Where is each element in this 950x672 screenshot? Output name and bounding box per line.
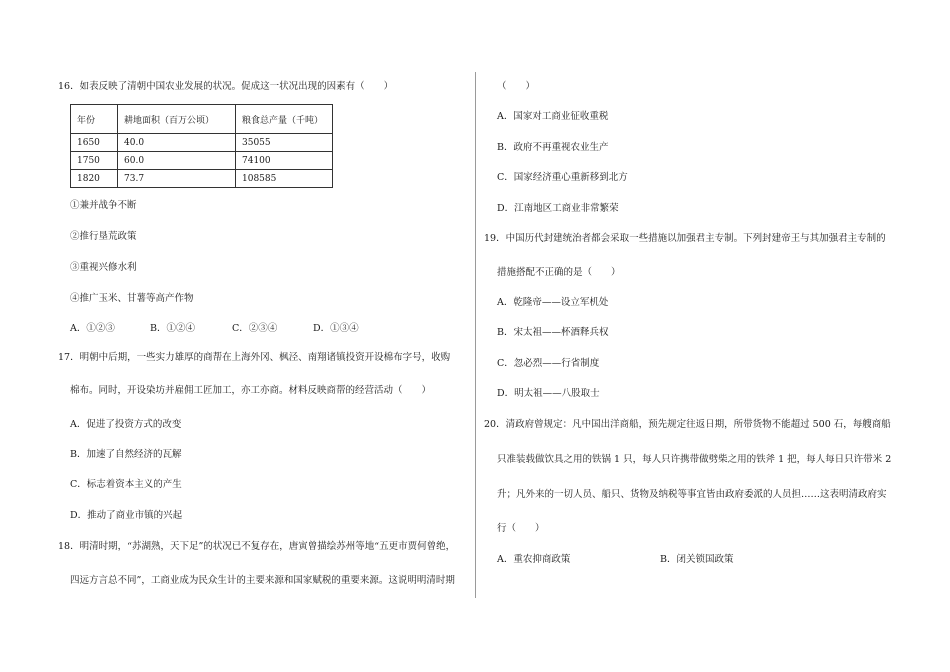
q19-option-c[interactable]: C．忽必烈——行省制度 [497, 358, 600, 369]
grain-table [70, 104, 333, 188]
q18-option-a[interactable]: A．国家对工商业征收重税 [497, 111, 609, 122]
table-header: 粮食总产量（千吨） [236, 105, 333, 134]
table-header-row [71, 105, 333, 134]
table-cell: 74100 [236, 152, 333, 170]
table-cell: 73.7 [118, 170, 236, 188]
q19-option-a[interactable]: A．乾隆帝——设立军机处 [497, 297, 609, 308]
q18-option-d[interactable]: D．江南地区工商业非常繁荣 [497, 203, 619, 214]
q19-stem-line2: 措施搭配不正确的是（ ） [497, 267, 621, 278]
q17-option-d[interactable]: D．推动了商业市镇的兴起 [70, 510, 183, 521]
q20-stem-line4: 行（ ） [497, 523, 545, 534]
q16-item: ①兼并战争不断 [70, 200, 137, 211]
table-row [71, 170, 333, 188]
q16-stem: 16．如表反映了清朝中国农业发展的状况。促成这一状况出现的因素有（ ） [58, 81, 394, 92]
q17-option-b[interactable]: B．加速了自然经济的瓦解 [70, 449, 182, 460]
q16-option-c[interactable]: C．②③④ [232, 323, 278, 334]
q16-item: ②推行垦荒政策 [70, 231, 137, 242]
table-header: 耕地面积（百万公顷） [118, 105, 236, 134]
table-row [71, 134, 333, 152]
q16-item: ④推广玉米、甘薯等高产作物 [70, 293, 194, 304]
table-header: 年份 [71, 105, 118, 134]
q18-stem-line2: 四远方言总不同”，工商业成为民众生计的主要来源和国家赋税的重要来源。这说明明清时期 [70, 575, 455, 586]
q20-stem-line1: 20．清政府曾规定：凡中国出洋商船，预先规定往返日期，所带货物不能超过 500 石，每艘商船 [484, 419, 891, 430]
table-cell: 40.0 [118, 134, 236, 152]
table-cell: 35055 [236, 134, 333, 152]
q20-stem-line3: 升；凡外来的一切人员、船只、货物及纳税等事宜皆由政府委派的人员担……这表明清政府实 [497, 489, 887, 500]
q20-option-a[interactable]: A．重农抑商政策 [497, 554, 571, 565]
q18-stem-line1: 18．明清时期，“苏湖熟，天下足”的状况已不复存在，唐寅曾描绘苏州等地“五更市贾何曾绝， [58, 541, 456, 552]
table-cell: 108585 [236, 170, 333, 188]
q16-option-a[interactable]: A．①②③ [70, 323, 115, 334]
q17-option-c[interactable]: C．标志着资本主义的产生 [70, 479, 182, 490]
q19-option-d[interactable]: D．明太祖——八股取士 [497, 388, 600, 399]
q16-option-b[interactable]: B．①②④ [150, 323, 195, 334]
q17-option-a[interactable]: A．促进了投资方式的改变 [70, 419, 182, 430]
q18-blank: （ ） [497, 81, 536, 92]
q16-option-d[interactable]: D．①③④ [313, 323, 359, 334]
q20-stem-line2: 只准装载做饮具之用的铁锅 1 只，每人只许携带做劈柴之用的铁斧 1 把，每人每日只许带米 2 [497, 454, 892, 465]
q18-option-b[interactable]: B．政府不再重视农业生产 [497, 142, 609, 153]
table-cell: 1650 [71, 134, 118, 152]
table-cell: 1750 [71, 152, 118, 170]
q16-item: ③重视兴修水利 [70, 262, 137, 273]
column-divider [475, 72, 476, 598]
q20-option-b[interactable]: B．闭关锁国政策 [660, 554, 734, 565]
q19-option-b[interactable]: B．宋太祖——杯酒释兵权 [497, 327, 609, 338]
q18-option-c[interactable]: C．国家经济重心重新移到北方 [497, 172, 628, 183]
q17-stem-line2: 棉布。同时，开设染坊并雇佣工匠加工，亦工亦商。材料反映商帮的经营活动（ ） [70, 385, 432, 396]
q19-stem-line1: 19．中国历代封建统治者都会采取一些措施以加强君主专制。下列封建帝王与其加强君主专制的 [484, 233, 886, 244]
table-cell: 60.0 [118, 152, 236, 170]
table-cell: 1820 [71, 170, 118, 188]
q17-stem-line1: 17．明朝中后期，一些实力雄厚的商帮在上海外冈、枫泾、南翔诸镇投资开设棉布字号，收购 [58, 352, 451, 363]
table-row [71, 152, 333, 170]
